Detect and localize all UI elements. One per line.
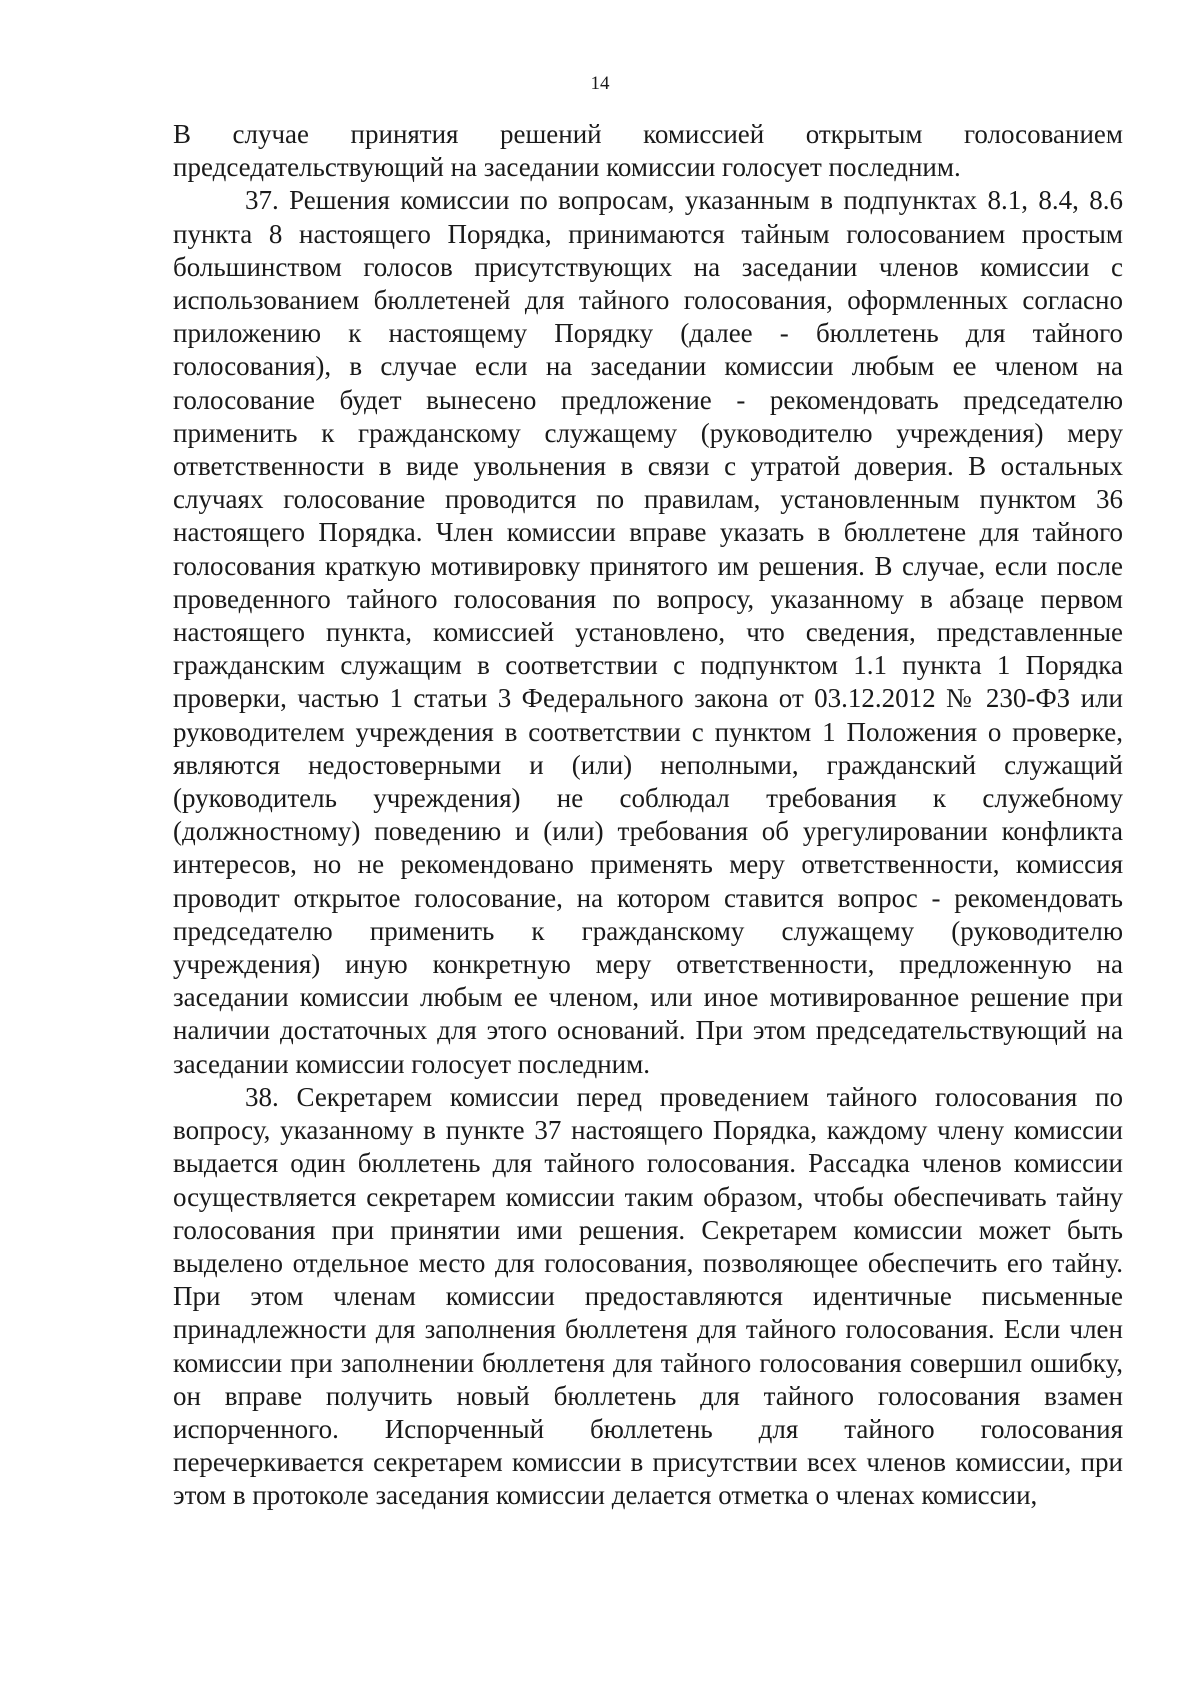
paragraph-38: 38. Секретарем комиссии перед проведением тайного голосования по вопросу, указанному в пункте 37 настоящего Порядка, каждому члену комиссии выдается один бюллетень для тайного голосования. Рассадка членов комиссии осуществляется секретарем комиссии таким образом, чтобы обеспечивать тайну голосования при принятии ими решения. Секретарем комиссии может быть выделено отдельное место для голосования, позволяющее обеспечить его тайну. При этом членам комиссии предоставляются идентичные письменные принадлежности для заполнения бюллетеня для тайного голосования. Если член комиссии при заполнении бюллетеня для тайного голосования совершил ошибку, он вправе получить новый бюллетень для тайного голосования взамен испорченного. Испорченный бюллетень для тайного голосования перечеркивается секретарем комиссии в присутствии всех членов комиссии, при этом в протоколе заседания комиссии делается отметка о членах комиссии, bbox=[173, 1081, 1123, 1511]
paragraph-voting-open: В случае принятия решений комиссией открытым голосованием председательствующий на заседании комиссии голосует последним. bbox=[173, 119, 1123, 183]
document-body bbox=[173, 118, 1123, 1513]
page-number: 14 bbox=[590, 73, 610, 94]
paragraph-37: 37. Решения комиссии по вопросам, указанным в подпунктах 8.1, 8.4, 8.6 пункта 8 настоящего Порядка, принимаются тайным голосованием простым большинством голосов присутствующих на заседании членов комиссии с использованием бюллетеней для тайного голосования, оформленных согласно приложению к настоящему Порядку (далее - бюллетень для тайного голосования), в случае если на заседании комиссии любым ее членом на голосование будет вынесено предложение - рекомендовать председателю применить к гражданскому служащему (руководителю учреждения) меру ответственности в виде увольнения в связи с утратой доверия. В остальных случаях голосование проводится по правилам, установленным пунктом 36 настоящего Порядка. Член комиссии вправе указать в бюллетене для тайного голосования краткую мотивировку принятого им решения. В случае, если после проведенного тайного голосования по вопросу, указанному в абзаце первом настоящего пункта, комиссией установлено, что сведения, представленные гражданским служащим в соответствии с подпунктом 1.1 пункта 1 Порядка проверки, частью 1 статьи 3 Федерального закона от 03.12.2012 № 230-ФЗ или руководителем учреждения в соответствии с пунктом 1 Положения о проверке, являются недостоверными и (или) неполными, гражданский служащий (руководитель учреждения) не соблюдал требования к служебному (должностному) поведению и (или) требования об урегулировании конфликта интересов, но не рекомендовано применять меру ответственности, комиссия проводит открытое голосование, на котором ставится вопрос - рекомендовать председателю применить к гражданскому служащему (руководителю учреждения) иную конкретную меру ответственности, предложенную на заседании комиссии любым ее членом, или иное мотивированное решение при наличии достаточных для этого оснований. При этом председательствующий на заседании комиссии голосует последним. bbox=[173, 185, 1123, 1079]
